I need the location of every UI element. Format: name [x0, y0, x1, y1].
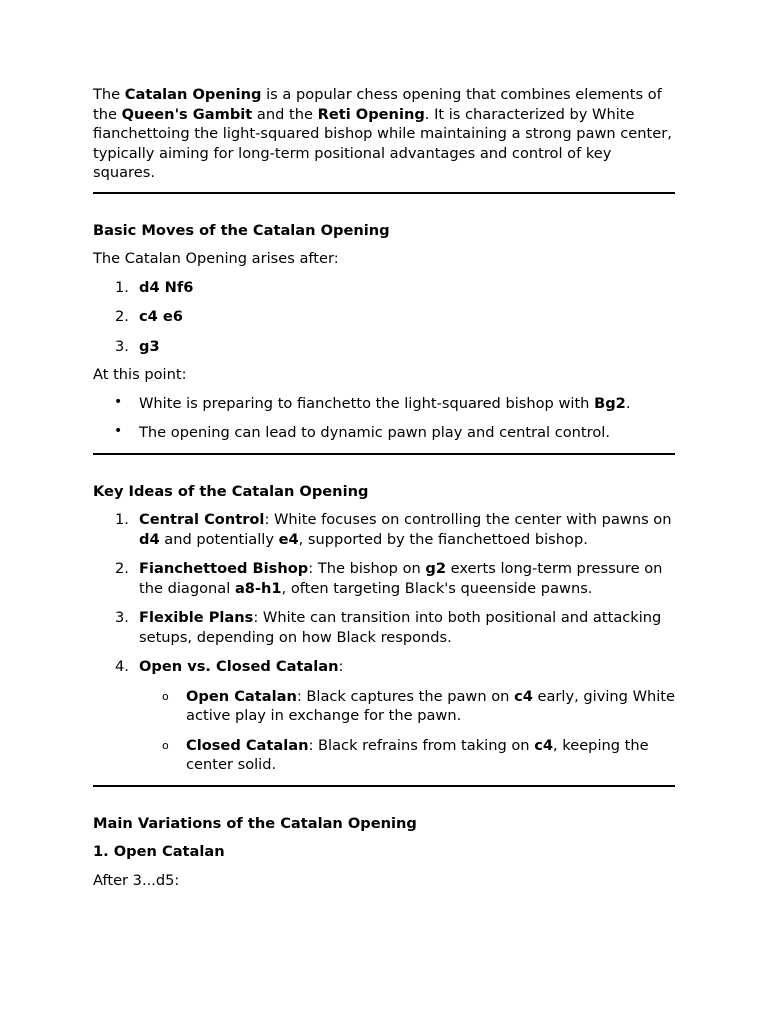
list-number: 2.: [115, 560, 129, 577]
basic-moves-heading: Basic Moves of the Catalan Opening: [93, 221, 390, 239]
intro-text-4: . It is characterized by White fianchettoing the light-squared bishop while maintaining a strong pawn center, typically aiming for long-term positional advantages and control of key squares.: [93, 105, 672, 181]
sub-item-text: : Black refrains from taking on: [308, 736, 535, 754]
open-catalan-heading: 1. Open Catalan: [93, 843, 225, 860]
move-item: [93, 278, 675, 298]
idea-item: [93, 510, 675, 549]
idea-bold: g2: [425, 560, 446, 577]
move-text: g3: [139, 337, 160, 355]
after-move-text: After 3...d5:: [93, 871, 180, 889]
list-number: 3.: [115, 337, 129, 355]
intro-text-1: The: [93, 86, 125, 103]
sub-bullet-marker: o: [162, 689, 169, 703]
variations-heading: Main Variations of the Catalan Opening: [93, 814, 417, 832]
bullet-item: [93, 394, 675, 414]
catalan-types-list: [139, 687, 675, 775]
idea-item: [93, 608, 675, 647]
sub-item-bold: c4: [514, 687, 533, 705]
sub-item-title: Closed Catalan: [186, 736, 309, 754]
list-number: 1.: [115, 511, 129, 528]
move-text: c4 e6: [139, 308, 183, 325]
intro-bold-catalan: Catalan Opening: [124, 86, 262, 103]
intro-text-3: and the: [252, 105, 318, 123]
idea-bold: a8-h1: [234, 579, 282, 597]
bullet-marker: •: [114, 423, 123, 439]
key-ideas-list: [93, 510, 675, 775]
sub-item: [139, 687, 675, 726]
list-number: 2.: [115, 308, 129, 325]
move-text: d4 Nf6: [139, 278, 194, 296]
list-number: 1.: [115, 278, 129, 296]
idea-bold: e4: [278, 530, 299, 548]
idea-text: : The bishop on: [308, 560, 426, 577]
bullet-item: [93, 423, 675, 443]
idea-title: Flexible Plans: [139, 609, 254, 626]
sub-item-title: Open Catalan: [186, 687, 297, 705]
list-number: 3.: [115, 609, 129, 626]
sub-item-text: : Black captures the pawn on: [296, 687, 515, 705]
idea-bold: d4: [139, 530, 160, 548]
bullet-text-end: .: [625, 394, 631, 412]
intro-bold-queens-gambit: Queen's Gambit: [121, 105, 253, 123]
basic-moves-list: [93, 278, 675, 357]
idea-title: Central Control: [139, 511, 265, 528]
bullet-text: White is preparing to fianchetto the light-squared bishop with: [139, 394, 595, 412]
idea-title: Fianchettoed Bishop: [139, 560, 309, 577]
intro-paragraph: [93, 85, 675, 183]
idea-title: Open vs. Closed Catalan: [139, 658, 339, 675]
sub-item: [139, 736, 675, 775]
idea-text: , supported by the fianchettoed bishop.: [298, 530, 588, 548]
list-number: 4.: [115, 658, 129, 675]
sub-bullet-marker: o: [162, 738, 169, 752]
bullet-marker: •: [114, 393, 123, 410]
idea-text: : White can transition into both positional and attacking setups, depending on how Black responds.: [139, 609, 662, 646]
idea-item: [93, 559, 675, 598]
document-page: [93, 85, 675, 899]
section-divider-2: [93, 453, 675, 455]
move-item: [93, 307, 675, 327]
intro-text-2: is a popular chess opening that combines elements of the: [93, 86, 662, 123]
idea-text: exerts long-term pressure on the diagonal: [139, 560, 663, 597]
idea-text: : White focuses on controlling the center with pawns on: [264, 511, 672, 528]
sub-item-bold: c4: [534, 736, 554, 754]
sub-item-text: early, giving White active play in exchange for the pawn.: [186, 687, 676, 724]
bullet-bold-bg2: Bg2: [594, 394, 626, 412]
at-this-point-label: At this point:: [93, 366, 187, 383]
basic-bullets-list: [93, 394, 675, 443]
idea-item: [93, 657, 675, 775]
key-ideas-heading: Key Ideas of the Catalan Opening: [93, 482, 369, 500]
intro-bold-reti: Reti Opening: [317, 105, 425, 123]
sub-item-text: , keeping the center solid.: [186, 736, 649, 773]
section-divider-3: [93, 785, 675, 787]
basic-moves-lead: The Catalan Opening arises after:: [93, 250, 339, 267]
move-item: [93, 337, 675, 357]
idea-text: :: [338, 658, 344, 675]
bullet-text: The opening can lead to dynamic pawn play and central control.: [139, 424, 610, 441]
section-divider-1: [93, 192, 675, 194]
idea-text: , often targeting Black's queenside pawns.: [281, 579, 593, 597]
idea-text: and potentially: [159, 530, 279, 548]
